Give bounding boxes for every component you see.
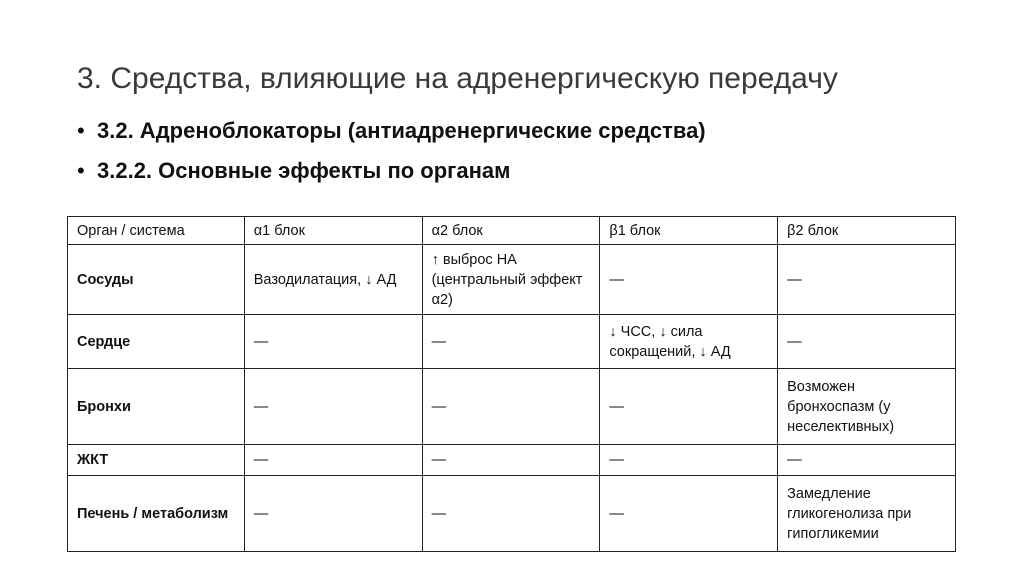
b2-cell: Возможен бронхоспазм (у неселективных)	[778, 369, 956, 445]
a1-cell: —	[244, 445, 422, 476]
b1-cell: —	[600, 369, 778, 445]
b2-cell: —	[778, 445, 956, 476]
a2-cell: —	[422, 315, 600, 369]
organ-cell: Печень / метаболизм	[68, 476, 245, 552]
a1-cell: —	[244, 476, 422, 552]
a1-cell: —	[244, 369, 422, 445]
b1-cell: —	[600, 445, 778, 476]
a2-cell: —	[422, 476, 600, 552]
organ-cell: Сосуды	[68, 245, 245, 315]
effects-table	[67, 216, 956, 552]
bullet-dot-icon: •	[77, 158, 85, 183]
slide-title: 3. Средства, влияющие на адренергическую передачу	[77, 62, 838, 95]
a2-cell: —	[422, 445, 600, 476]
bullet-item	[77, 158, 706, 198]
organ-cell: ЖКТ	[68, 445, 245, 476]
column-header-organ: Орган / система	[68, 217, 245, 245]
b2-cell: Замедление гликогенолиза при гипогликемии	[778, 476, 956, 552]
b2-cell: —	[778, 315, 956, 369]
bullet-text: 3.2.2. Основные эффекты по органам	[97, 158, 511, 183]
table-row	[68, 445, 956, 476]
b1-cell: —	[600, 476, 778, 552]
bullet-text: 3.2. Адреноблокаторы (антиадренергические средства)	[97, 118, 706, 143]
a2-cell: ↑ выброс НА (центральный эффект α2)	[422, 245, 600, 315]
organ-cell: Сердце	[68, 315, 245, 369]
b1-cell: ↓ ЧСС, ↓ сила сокращений, ↓ АД	[600, 315, 778, 369]
column-header-a1: α1 блок	[244, 217, 422, 245]
bullet-list	[77, 118, 706, 198]
column-header-b2: β2 блок	[778, 217, 956, 245]
table-row	[68, 245, 956, 315]
table-row	[68, 369, 956, 445]
a1-cell: Вазодилатация, ↓ АД	[244, 245, 422, 315]
a2-cell: —	[422, 369, 600, 445]
column-header-b1: β1 блок	[600, 217, 778, 245]
table-row	[68, 315, 956, 369]
b1-cell: —	[600, 245, 778, 315]
bullet-dot-icon: •	[77, 118, 85, 143]
a1-cell: —	[244, 315, 422, 369]
table-row	[68, 476, 956, 552]
table-header-row	[68, 217, 956, 245]
bullet-item	[77, 118, 706, 158]
column-header-a2: α2 блок	[422, 217, 600, 245]
b2-cell: —	[778, 245, 956, 315]
organ-cell: Бронхи	[68, 369, 245, 445]
